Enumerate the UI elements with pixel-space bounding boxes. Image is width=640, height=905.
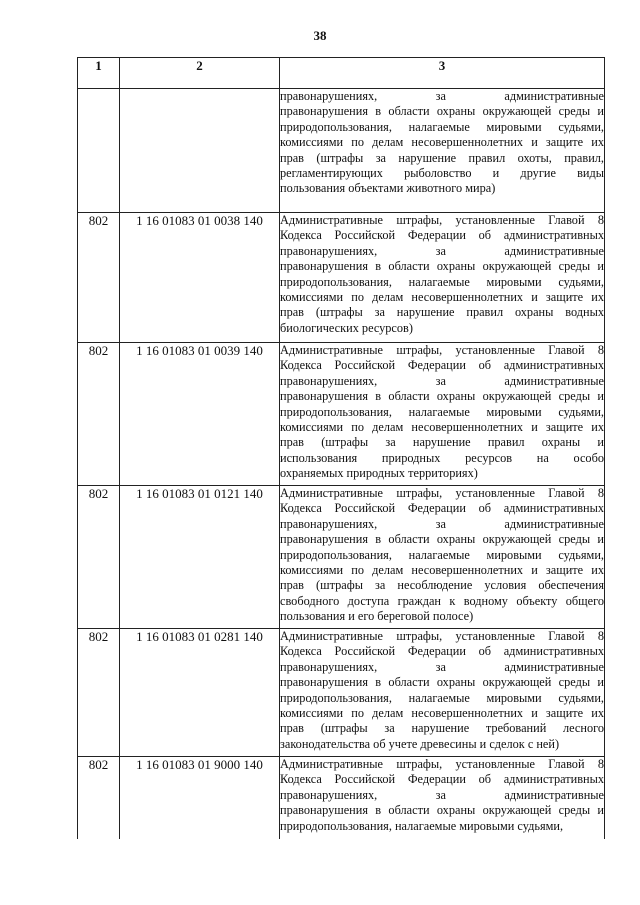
cell-admin-code: 802 <box>78 629 120 757</box>
description-line: правонарушения в области охраны окружающей среды и <box>280 389 604 404</box>
description-line: Административные штрафы, установленные Главой 8 <box>280 629 604 643</box>
description-line: свободного доступа граждан к водному объекту общего <box>280 593 604 608</box>
cell-description <box>280 629 605 757</box>
table-row <box>78 343 605 486</box>
description-line: природопользования, налагаемые мировыми судьями, <box>280 690 604 705</box>
description-line: прав (штрафы за нарушение правил охоты, правил, <box>280 150 604 165</box>
description-line: прав (штрафы за нарушение правил охраны водных <box>280 305 604 320</box>
description-line: прав (штрафы за нарушение правил охраны и <box>280 435 604 450</box>
description-line: правонарушениях, за административные <box>280 373 604 388</box>
description-line: природопользования, налагаемые мировыми судьями, <box>280 547 604 562</box>
cell-description <box>280 89 605 213</box>
description-line: правонарушения в области охраны окружающей среды и <box>280 104 604 119</box>
description-line: правонарушениях, за административные <box>280 89 604 103</box>
description-line: Кодекса Российской Федерации об административных <box>280 501 604 516</box>
description-line: правонарушениях, за административные <box>280 787 604 802</box>
page-number: 38 <box>313 28 327 43</box>
description-line: Кодекса Российской Федерации об административных <box>280 644 604 659</box>
description-line: прав (штрафы за нарушение требований лесного <box>280 721 604 736</box>
description-line: правонарушения в области охраны окружающей среды и <box>280 532 604 547</box>
description-line: природопользования, налагаемые мировыми судьями, <box>280 404 604 419</box>
description-line: правонарушения в области охраны окружающей среды и <box>280 675 604 690</box>
description-line: правонарушения в области охраны окружающей среды и <box>280 259 604 274</box>
description-line: комиссиями по делам несовершеннолетних и защите их <box>280 563 604 578</box>
description-line: правонарушениях, за административные <box>280 516 604 531</box>
description-line: природопользования, налагаемые мировыми судьями, <box>280 119 604 134</box>
table-row <box>78 629 605 757</box>
table-row <box>78 757 605 840</box>
column-header-1: 1 <box>78 58 120 89</box>
column-header-3: 3 <box>280 58 605 89</box>
description-line: комиссиями по делам несовершеннолетних и защите их <box>280 706 604 721</box>
description-line: Кодекса Российской Федерации об административных <box>280 772 604 787</box>
description-line: природопользования, налагаемые мировыми судьями, <box>280 274 604 289</box>
description-line: правонарушениях, за административные <box>280 659 604 674</box>
description-line: пользования и его береговой полосе) <box>280 609 474 624</box>
description-line: Административные штрафы, установленные Главой 8 <box>280 343 604 357</box>
description-line: Кодекса Российской Федерации об административных <box>280 228 604 243</box>
cell-kbk-code: 1 16 01083 01 0121 140 <box>120 486 280 629</box>
table-header-row <box>78 58 605 89</box>
cell-admin-code: 802 <box>78 343 120 486</box>
description-line: комиссиями по делам несовершеннолетних и защите их <box>280 135 604 150</box>
cell-description <box>280 757 605 840</box>
description-line: Кодекса Российской Федерации об административных <box>280 358 604 373</box>
cell-admin-code: 802 <box>78 757 120 840</box>
description-line: охраняемых природных территориях) <box>280 466 478 481</box>
description-line: правонарушениях, за административные <box>280 243 604 258</box>
cell-kbk-code: 1 16 01083 01 9000 140 <box>120 757 280 840</box>
description-line: законодательства об учете древесины и сделок с ней) <box>280 736 560 751</box>
budget-codes-table <box>77 57 605 839</box>
cell-description <box>280 213 605 343</box>
cell-col1 <box>78 89 120 213</box>
description-line: биологических ресурсов) <box>280 320 413 335</box>
cell-kbk-code: 1 16 01083 01 0038 140 <box>120 213 280 343</box>
description-line: пользования объектами животного мира) <box>280 181 496 196</box>
description-line: Административные штрафы, установленные Главой 8 <box>280 757 604 771</box>
column-header-2: 2 <box>120 58 280 89</box>
description-line: природопользования, налагаемые мировыми судьями, <box>280 818 564 833</box>
cell-kbk-code: 1 16 01083 01 0039 140 <box>120 343 280 486</box>
table-row-continuation <box>78 89 605 213</box>
table-row <box>78 213 605 343</box>
cell-description <box>280 343 605 486</box>
description-line: комиссиями по делам несовершеннолетних и защите их <box>280 420 604 435</box>
cell-col2 <box>120 89 280 213</box>
description-line: комиссиями по делам несовершеннолетних и защите их <box>280 290 604 305</box>
table-row <box>78 486 605 629</box>
description-line: Административные штрафы, установленные Главой 8 <box>280 486 604 500</box>
cell-kbk-code: 1 16 01083 01 0281 140 <box>120 629 280 757</box>
cell-admin-code: 802 <box>78 486 120 629</box>
description-line: использования природных ресурсов на особо <box>280 450 604 465</box>
description-line: Административные штрафы, установленные Главой 8 <box>280 213 604 227</box>
description-line: регламентирующих рыболовство и другие виды <box>280 166 604 181</box>
description-line: прав (штрафы за несоблюдение условия обеспечения <box>280 578 604 593</box>
cell-description <box>280 486 605 629</box>
cell-admin-code: 802 <box>78 213 120 343</box>
description-line: правонарушения в области охраны окружающей среды и <box>280 803 604 818</box>
